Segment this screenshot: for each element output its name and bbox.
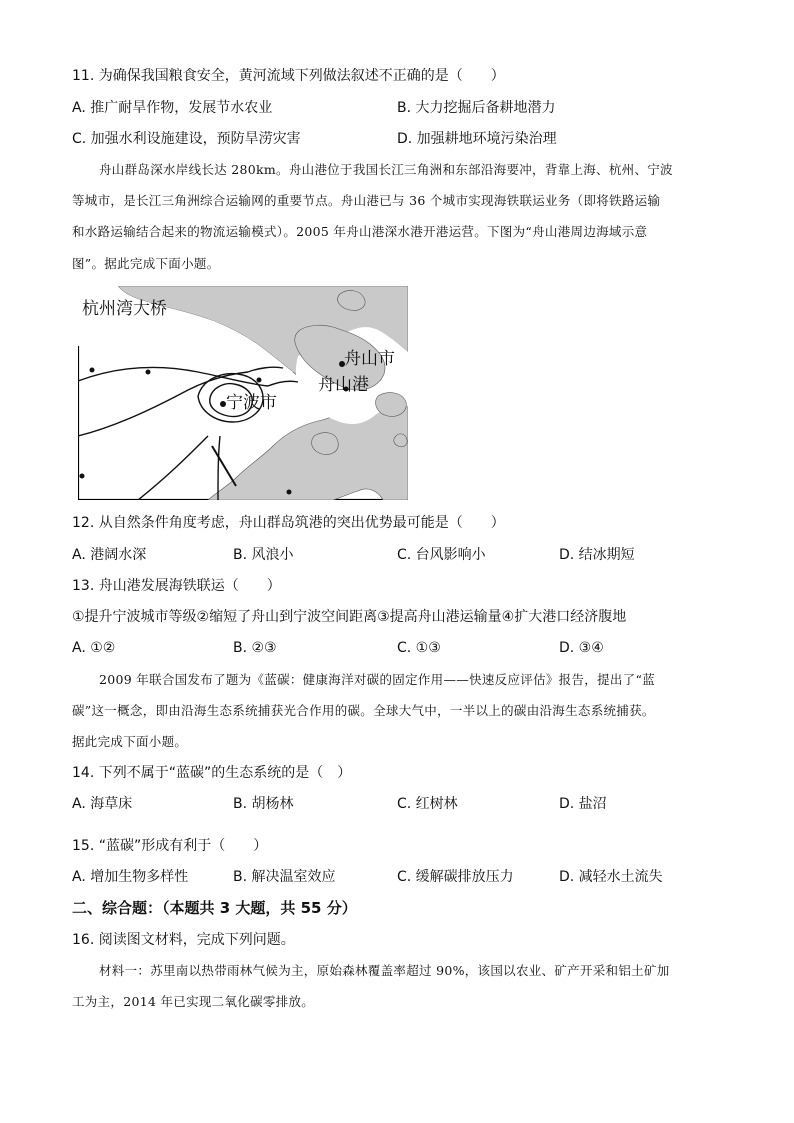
q14-option-d: D. 盐沼: [559, 796, 607, 812]
q16-material-line-1: 材料一：苏里南以热带雨林气候为主，原始森林覆盖率超过 90%，该国以农业、矿产开采和铝土矿加: [99, 963, 670, 978]
q12-option-b: B. 风浪小: [233, 547, 294, 563]
q11-option-a: A. 推广耐旱作物，发展节水农业: [72, 100, 273, 116]
city-dot-2: [146, 370, 151, 375]
q15-option-c: C. 缓解碳排放压力: [397, 869, 514, 885]
q15-option-a: A. 增加生物多样性: [72, 869, 189, 885]
q16-material-line-2: 工为主，2014 年已实现二氧化碳零排放。: [72, 994, 315, 1009]
material1-line-2: 等城市，是长江三角洲综合运输网的重要节点。舟山港已与 36 个城市实现海铁联运业务（即将铁路运输: [72, 193, 661, 208]
q14-stem: 14. 下列不属于“蓝碳”的生态系统的是（ ）: [72, 765, 352, 781]
material1-line-3: 和水路运输结合起来的物流运输模式）。2005 年舟山港深水港开港运营。下图为“舟山港周边海域示意: [72, 224, 648, 239]
bridge-label: 杭州湾大桥: [82, 299, 167, 319]
q15-option-b: B. 解决温室效应: [233, 869, 336, 885]
section2-title: 二、综合题：（本题共 3 大题，共 55 分）: [72, 899, 357, 917]
q13-statement: ①提升宁波城市等级②缩短了舟山到宁波空间距离③提高舟山港运输量④扩大港口经济腹地: [72, 609, 627, 625]
island-small: [394, 434, 407, 447]
q11-option-b: B. 大力挖掘后备耕地潜力: [397, 100, 556, 116]
zhoushan-city-label: 舟山市: [344, 349, 395, 369]
q12-option-d: D. 结冰期短: [559, 547, 635, 563]
q11-option-d: D. 加强耕地环境污染治理: [397, 131, 557, 147]
q15-option-d: D. 减轻水土流失: [559, 869, 663, 885]
city-dot-5: [287, 490, 292, 495]
q13-option-a: A. ①②: [72, 640, 116, 656]
q15-stem: 15. “蓝碳”形成有利于（ ）: [72, 838, 268, 854]
q14-option-a: A. 海草床: [72, 796, 133, 812]
city-dot-4: [257, 378, 262, 383]
q13-option-d: D. ③④: [559, 640, 604, 656]
material1-line-1: 舟山群岛深水岸线长达 280km。舟山港位于我国长江三角洲和东部沿海要冲，背靠上海、杭州、宁波: [99, 162, 673, 177]
q13-option-b: B. ②③: [233, 640, 277, 656]
zhoushan-port-map: [78, 286, 408, 500]
q12-stem: 12. 从自然条件角度考虑，舟山群岛筑港的突出优势最可能是（ ）: [72, 515, 505, 531]
q14-option-b: B. 胡杨林: [233, 796, 294, 812]
material2-line-3: 据此完成下面小题。: [72, 734, 188, 749]
q13-option-c: C. ①③: [397, 640, 441, 656]
q16-stem: 16. 阅读图文材料，完成下列问题。: [72, 932, 295, 948]
ningbo-label: 宁波市: [226, 393, 277, 413]
q13-stem: 13. 舟山港发展海铁联运（ ）: [72, 578, 281, 594]
q12-option-a: A. 港阔水深: [72, 547, 147, 563]
material2-line-1: 2009 年联合国发布了题为《蓝碳：健康海洋对碳的固定作用——快速反应评估》报告，提出了“蓝: [99, 672, 655, 687]
q11-stem: 11. 为确保我国粮食安全，黄河流域下列做法叙述不正确的是（ ）: [72, 68, 505, 84]
city-dot-3: [80, 474, 85, 479]
material2-line-2: 碳”这一概念，即由沿海生态系统捕获光合作用的碳。全球大气中，一半以上的碳由沿海生态系统捕获。: [72, 703, 655, 718]
q12-option-c: C. 台风影响小: [397, 547, 486, 563]
zhoushan-port-label: 舟山港: [318, 375, 369, 395]
city-dot-1: [90, 368, 95, 373]
q11-option-c: C. 加强水利设施建设，预防旱涝灾害: [72, 131, 301, 147]
q14-option-c: C. 红树林: [397, 796, 458, 812]
material1-line-4: 图”。据此完成下面小题。: [72, 256, 220, 271]
